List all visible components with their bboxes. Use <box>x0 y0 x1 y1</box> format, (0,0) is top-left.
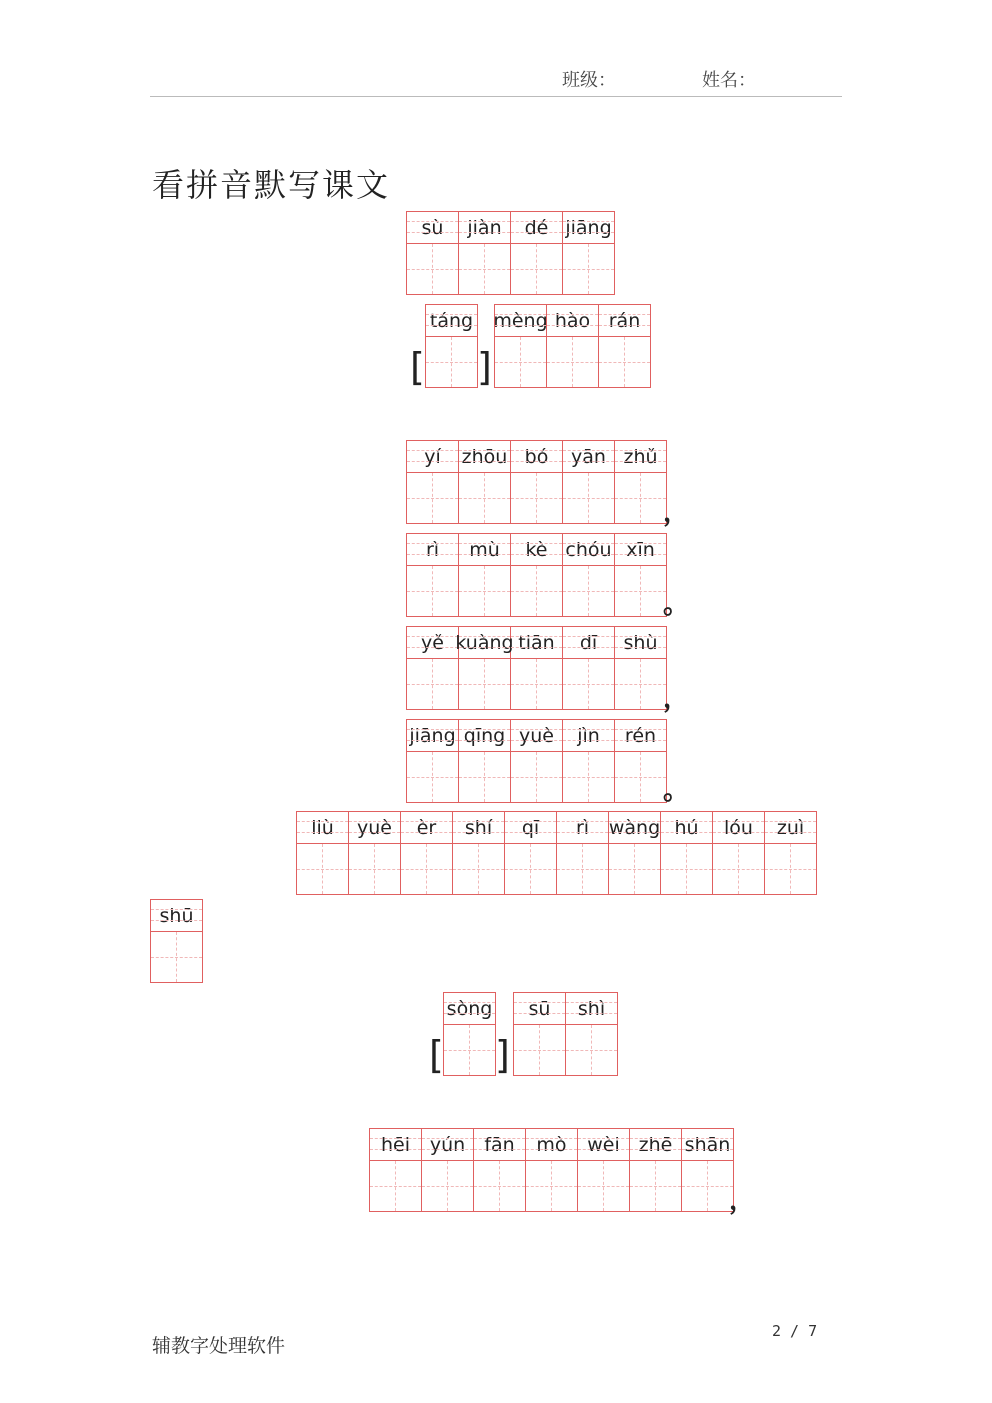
pinyin-cell <box>511 719 563 803</box>
character-box[interactable] <box>407 659 458 709</box>
character-box[interactable] <box>578 1161 629 1211</box>
character-box[interactable] <box>511 659 562 709</box>
character-box[interactable] <box>459 659 510 709</box>
pinyin-label: yuè <box>349 812 400 844</box>
pinyin-label: jiàn <box>459 212 510 244</box>
bracket-close: ] <box>495 1033 510 1077</box>
pinyin-label: kuàng <box>459 627 510 659</box>
pinyin-cell <box>609 811 661 895</box>
pinyin-label: zhē <box>630 1129 681 1161</box>
pinyin-row-4 <box>406 440 667 524</box>
pinyin-row-1 <box>406 211 615 295</box>
pinyin-label: rán <box>599 305 650 337</box>
character-box[interactable] <box>765 844 816 894</box>
pinyin-label: shù <box>615 627 666 659</box>
pinyin-label: mù <box>459 534 510 566</box>
pinyin-cell <box>474 1128 526 1212</box>
pinyin-label: yuè <box>511 720 562 752</box>
pinyin-cell <box>563 719 615 803</box>
character-box[interactable] <box>563 473 614 523</box>
character-box[interactable] <box>563 566 614 616</box>
name-label: 姓名： <box>702 70 756 91</box>
pinyin-label: hào <box>547 305 598 337</box>
pinyin-cell <box>661 811 713 895</box>
character-box[interactable] <box>615 566 666 616</box>
pinyin-cell <box>713 811 765 895</box>
pinyin-label: rì <box>557 812 608 844</box>
pinyin-row-9 <box>150 899 203 983</box>
pinyin-cell <box>495 304 547 388</box>
pinyin-label: mèng <box>495 305 546 337</box>
pinyin-cell <box>511 211 563 295</box>
pinyin-cell <box>511 533 563 617</box>
pinyin-label: liù <box>297 812 348 844</box>
character-box[interactable] <box>505 844 556 894</box>
character-box[interactable] <box>630 1161 681 1211</box>
pinyin-row-8 <box>296 811 817 895</box>
pinyin-cell <box>297 811 349 895</box>
character-box[interactable] <box>566 1025 617 1075</box>
character-box[interactable] <box>297 844 348 894</box>
pinyin-label: xīn <box>615 534 666 566</box>
comma: ， <box>729 1186 756 1216</box>
pinyin-cell <box>407 626 459 710</box>
pinyin-label: qī <box>505 812 556 844</box>
character-box[interactable] <box>661 844 712 894</box>
page-title: 看拼音默写课文 <box>152 166 391 204</box>
pinyin-cell <box>563 626 615 710</box>
character-box[interactable] <box>459 566 510 616</box>
pinyin-label: dī <box>563 627 614 659</box>
character-box[interactable] <box>426 337 477 387</box>
pinyin-cell <box>407 211 459 295</box>
pinyin-cell <box>422 1128 474 1212</box>
pinyin-cell <box>407 719 459 803</box>
pinyin-cell <box>514 992 566 1076</box>
character-box[interactable] <box>401 844 452 894</box>
character-box[interactable] <box>563 244 614 294</box>
pinyin-label: zuì <box>765 812 816 844</box>
pinyin-cell <box>370 1128 422 1212</box>
pinyin-cell <box>526 1128 578 1212</box>
pinyin-label: chóu <box>563 534 614 566</box>
character-box[interactable] <box>682 1161 733 1211</box>
footer-text: 辅教字处理软件 <box>152 1335 286 1357</box>
pinyin-cell <box>511 440 563 524</box>
pinyin-cell <box>578 1128 630 1212</box>
class-label: 班级： <box>562 70 616 91</box>
character-box[interactable] <box>407 244 458 294</box>
character-box[interactable] <box>609 844 660 894</box>
pinyin-label: kè <box>511 534 562 566</box>
character-box[interactable] <box>615 473 666 523</box>
character-box[interactable] <box>453 844 504 894</box>
pinyin-cell <box>615 626 667 710</box>
pinyin-cell <box>426 304 478 388</box>
pinyin-cell <box>511 626 563 710</box>
pinyin-label: sòng <box>444 993 495 1025</box>
character-box[interactable] <box>459 752 510 802</box>
pinyin-label: zhǔ <box>615 441 666 473</box>
pinyin-row-3 <box>494 304 651 388</box>
bracket-open: [ <box>429 1033 444 1077</box>
pinyin-label: yí <box>407 441 458 473</box>
pinyin-cell <box>599 304 651 388</box>
pinyin-cell <box>615 533 667 617</box>
character-box[interactable] <box>713 844 764 894</box>
bracket-close: ] <box>477 345 492 389</box>
character-box[interactable] <box>511 244 562 294</box>
character-box[interactable] <box>151 932 202 982</box>
pinyin-label: shí <box>453 812 504 844</box>
pinyin-cell <box>630 1128 682 1212</box>
pinyin-label: shān <box>682 1129 733 1161</box>
character-box[interactable] <box>599 337 650 387</box>
character-box[interactable] <box>511 473 562 523</box>
pinyin-cell <box>349 811 401 895</box>
pinyin-cell <box>444 992 496 1076</box>
character-box[interactable] <box>407 752 458 802</box>
character-box[interactable] <box>444 1025 495 1075</box>
pinyin-cell <box>615 440 667 524</box>
character-box[interactable] <box>557 844 608 894</box>
pinyin-label: shì <box>566 993 617 1025</box>
pinyin-label: wàng <box>609 812 660 844</box>
pinyin-label: jiāng <box>407 720 458 752</box>
pinyin-label: yān <box>563 441 614 473</box>
pinyin-cell <box>453 811 505 895</box>
pinyin-cell <box>682 1128 734 1212</box>
pinyin-row-10 <box>443 992 496 1076</box>
pinyin-label: zhōu <box>459 441 510 473</box>
pinyin-label: mò <box>526 1129 577 1161</box>
character-box[interactable] <box>459 244 510 294</box>
pinyin-row-7 <box>406 719 667 803</box>
pinyin-row-5 <box>406 533 667 617</box>
character-box[interactable] <box>563 752 614 802</box>
pinyin-cell <box>563 211 615 295</box>
period: 。 <box>663 776 690 806</box>
character-box[interactable] <box>370 1161 421 1211</box>
pinyin-label: èr <box>401 812 452 844</box>
pinyin-label: bó <box>511 441 562 473</box>
bracket-open: [ <box>410 345 425 389</box>
character-box[interactable] <box>526 1161 577 1211</box>
pinyin-label: dé <box>511 212 562 244</box>
pinyin-label: fān <box>474 1129 525 1161</box>
pinyin-cell <box>505 811 557 895</box>
pinyin-cell <box>459 211 511 295</box>
pinyin-label: hēi <box>370 1129 421 1161</box>
pinyin-cell <box>151 899 203 983</box>
pinyin-row-2 <box>425 304 478 388</box>
pinyin-row-12 <box>369 1128 734 1212</box>
pinyin-label: shū <box>151 900 202 932</box>
pinyin-cell <box>459 719 511 803</box>
pinyin-cell <box>557 811 609 895</box>
character-box[interactable] <box>511 752 562 802</box>
pinyin-label: wèi <box>578 1129 629 1161</box>
comma: ， <box>663 498 690 528</box>
character-box[interactable] <box>511 566 562 616</box>
character-box[interactable] <box>615 752 666 802</box>
pinyin-label: jiāng <box>563 212 614 244</box>
pinyin-cell <box>407 533 459 617</box>
character-box[interactable] <box>459 473 510 523</box>
pinyin-cell <box>407 440 459 524</box>
pinyin-cell <box>459 440 511 524</box>
pinyin-label: sū <box>514 993 565 1025</box>
pinyin-label: qīng <box>459 720 510 752</box>
pinyin-cell <box>459 533 511 617</box>
pinyin-cell <box>566 992 618 1076</box>
pinyin-label: lóu <box>713 812 764 844</box>
pinyin-cell <box>563 533 615 617</box>
pinyin-cell <box>563 440 615 524</box>
character-box[interactable] <box>495 337 546 387</box>
character-box[interactable] <box>514 1025 565 1075</box>
period: 。 <box>663 590 690 620</box>
pinyin-cell <box>547 304 599 388</box>
pinyin-label: sù <box>407 212 458 244</box>
pinyin-row-6 <box>406 626 667 710</box>
pinyin-label: hú <box>661 812 712 844</box>
pinyin-label: rì <box>407 534 458 566</box>
character-box[interactable] <box>563 659 614 709</box>
pinyin-label: rén <box>615 720 666 752</box>
pinyin-cell <box>615 719 667 803</box>
pinyin-label: tiān <box>511 627 562 659</box>
character-box[interactable] <box>547 337 598 387</box>
pinyin-label: táng <box>426 305 477 337</box>
pinyin-cell <box>455 626 514 710</box>
pinyin-label: yún <box>422 1129 473 1161</box>
page-number: 2 / 7 <box>772 1322 818 1340</box>
pinyin-row-11 <box>513 992 618 1076</box>
character-box[interactable] <box>407 566 458 616</box>
pinyin-label: jìn <box>563 720 614 752</box>
character-box[interactable] <box>474 1161 525 1211</box>
character-box[interactable] <box>349 844 400 894</box>
pinyin-label: yě <box>407 627 458 659</box>
pinyin-cell <box>765 811 817 895</box>
pinyin-cell <box>401 811 453 895</box>
header-divider <box>150 96 842 97</box>
character-box[interactable] <box>422 1161 473 1211</box>
character-box[interactable] <box>615 659 666 709</box>
character-box[interactable] <box>407 473 458 523</box>
comma: ， <box>663 684 690 714</box>
